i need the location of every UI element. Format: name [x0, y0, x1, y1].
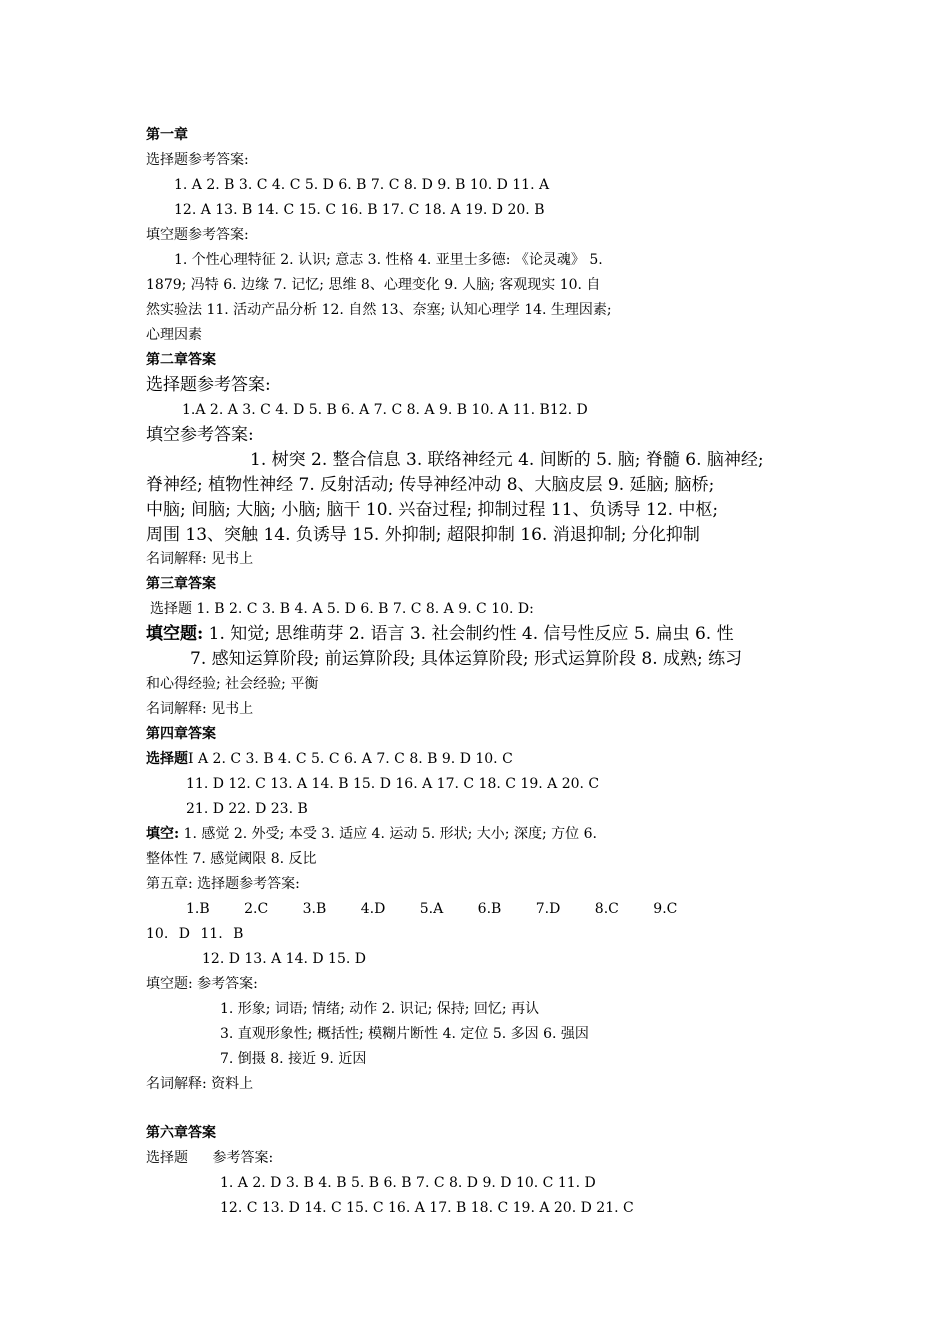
chapter-5-terms: 名词解释: 资料上: [146, 1076, 254, 1092]
chapter-4-fill-label: 填空:: [146, 826, 180, 842]
chapter-1-fill-line: 1879; 冯特 6. 边缘 7. 记忆; 思维 8、心理变化 9. 人脑; 客观现实 10. 自: [146, 277, 601, 293]
chapter-2-choice-label: 选择题参考答案:: [146, 375, 271, 395]
chapter-2-fill-line: 1. 树突 2. 整合信息 3. 联络神经元 4. 间断的 5. 脑; 脊髓 6. 脑神经;: [250, 450, 764, 470]
chapter-5-heading: 第五章: 选择题参考答案:: [146, 876, 300, 892]
chapter-5-choice-line: 10. D 11. B: [146, 926, 244, 942]
chapter-6-choice-line: 12. C 13. D 14. C 15. C 16. A 17. B 18. C 19. A 20. D 21. C: [220, 1200, 634, 1216]
chapter-1-choice-label: 选择题参考答案:: [146, 152, 249, 168]
chapter-1-fill-line: 然实验法 11. 活动产品分析 12. 自然 13、奈塞; 认知心理学 14. 生理因素;: [146, 302, 612, 318]
chapter-5-choice-line: 1.B 2.C 3.B 4.D 5.A 6.B 7.D 8.C 9.C: [186, 901, 678, 917]
chapter-3-fill-label: 填空题:: [146, 624, 204, 644]
chapter-4-heading: 第四章答案: [146, 726, 216, 742]
chapter-5-fill-label: 填空题: 参考答案:: [146, 976, 258, 992]
chapter-1-fill-line: 1. 个性心理特征 2. 认识; 意志 3. 性格 4. 亚里士多德: 《论灵魂》 5.: [174, 252, 603, 268]
chapter-1-heading: 第一章: [146, 127, 188, 143]
chapter-4-choice-label: 选择题: [146, 751, 188, 767]
chapter-4-choice-first-line: [146, 752, 513, 766]
chapter-6-choice-label: 选择题 参考答案:: [146, 1150, 274, 1166]
chapter-4-fill-line: 1. 感觉 2. 外受; 本受 3. 适应 4. 运动 5. 形状; 大小; 深度; 方位 6.: [179, 826, 597, 842]
chapter-1-fill-line: 心理因素: [146, 327, 202, 343]
chapter-3-fill-line: 7. 感知运算阶段; 前运算阶段; 具体运算阶段; 形式运算阶段 8. 成熟; 练习: [190, 649, 743, 669]
chapter-5-choice-line: 12. D 13. A 14. D 15. D: [202, 951, 366, 967]
chapter-2-heading: 第二章答案: [146, 352, 216, 368]
chapter-3-choice-line: 选择题 1. B 2. C 3. B 4. A 5. D 6. B 7. C 8. A 9. C 10. D:: [150, 601, 534, 617]
chapter-4-fill-first-line: [146, 827, 597, 841]
chapter-3-fill-line: 和心得经验; 社会经验; 平衡: [146, 676, 319, 692]
chapter-5-fill-line: 3. 直观形象性; 概括性; 模糊片断性 4. 定位 5. 多因 6. 强因: [220, 1026, 589, 1042]
chapter-2-choice-line: 1.A 2. A 3. C 4. D 5. B 6. A 7. C 8. A 9. B 10. A 11. B12. D: [182, 402, 588, 418]
chapter-3-fill-line: 1. 知觉; 思维萌芽 2. 语言 3. 社会制约性 4. 信号性反应 5. 扁虫 6. 性: [203, 624, 734, 644]
chapter-5-fill-line: 1. 形象; 词语; 情绪; 动作 2. 识记; 保持; 回忆; 再认: [220, 1001, 540, 1017]
chapter-4-choice-line: 21. D 22. D 23. B: [186, 801, 308, 817]
chapter-6-heading: 第六章答案: [146, 1125, 216, 1141]
chapter-5-fill-line: 7. 倒摄 8. 接近 9. 近因: [220, 1051, 367, 1067]
chapter-3-heading: 第三章答案: [146, 576, 216, 592]
chapter-3-terms: 名词解释: 见书上: [146, 701, 254, 717]
chapter-2-terms: 名词解释: 见书上: [146, 551, 254, 567]
chapter-1-choice-line: 12. A 13. B 14. C 15. C 16. B 17. C 18. A 19. D 20. B: [174, 202, 545, 218]
chapter-4-fill-line: 整体性 7. 感觉阈限 8. 反比: [146, 851, 317, 867]
chapter-2-fill-line: 中脑; 间脑; 大脑; 小脑; 脑干 10. 兴奋过程; 抑制过程 11、负诱导 12. 中枢;: [146, 500, 719, 520]
chapter-4-choice-line: 11. D 12. C 13. A 14. B 15. D 16. A 17. C 18. C 19. A 20. C: [186, 776, 600, 792]
chapter-3-fill-first-line: [146, 626, 734, 643]
chapter-2-fill-line: 脊神经; 植物性神经 7. 反射活动; 传导神经冲动 8、大脑皮层 9. 延脑; 脑桥;: [146, 475, 715, 495]
chapter-1-choice-line: 1. A 2. B 3. C 4. C 5. D 6. B 7. C 8. D 9. B 10. D 11. A: [174, 177, 550, 193]
chapter-2-fill-line: 周围 13、突触 14. 负诱导 15. 外抑制; 超限抑制 16. 消退抑制; 分化抑制: [146, 525, 700, 545]
chapter-2-fill-label: 填空参考答案:: [146, 425, 254, 445]
chapter-1-fill-label: 填空题参考答案:: [146, 227, 249, 243]
chapter-6-choice-line: 1. A 2. D 3. B 4. B 5. B 6. B 7. C 8. D 9. D 10. C 11. D: [220, 1175, 596, 1191]
chapter-4-choice-line: I A 2. C 3. B 4. C 5. C 6. A 7. C 8. B 9. D 10. C: [188, 751, 513, 767]
